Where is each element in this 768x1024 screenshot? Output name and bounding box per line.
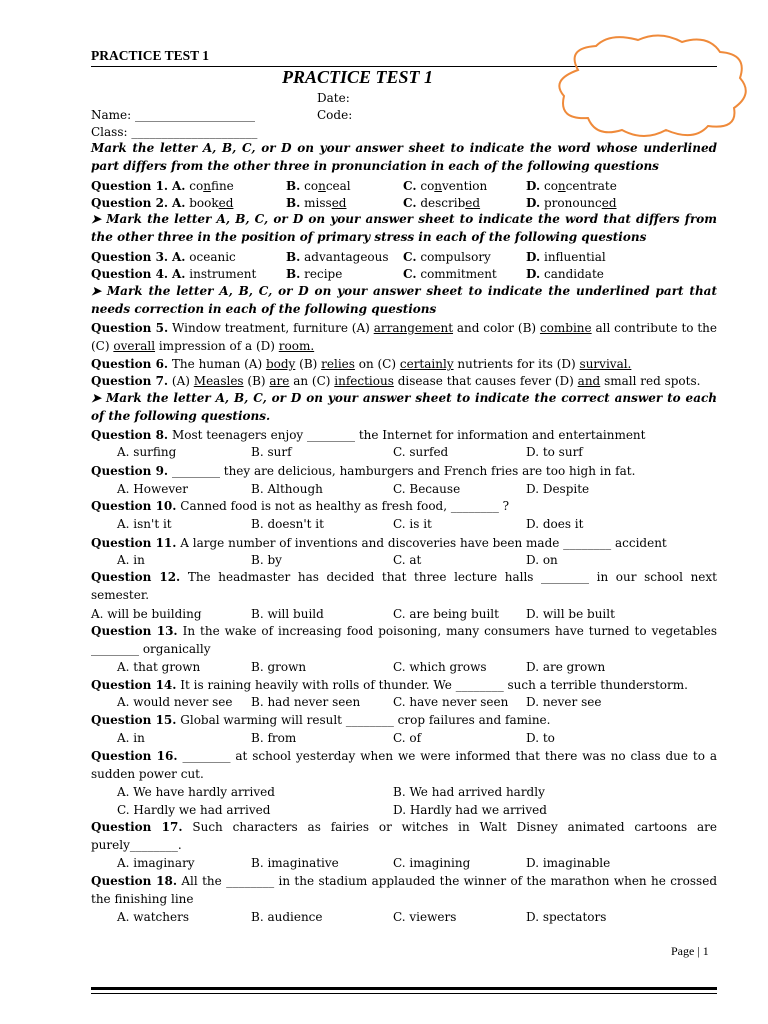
question-11: Question 11. A large number of inventions and discoveries have been made ________ accident — [91, 536, 667, 550]
q10-option-d: D. does it — [526, 517, 584, 531]
q10-option-c: C. is it — [393, 517, 432, 531]
section-instruction-2: ➤ Mark the letter A, B, C, or D on your answer sheet to indicate the word that differs from the other three in the position of primary stress in each of the following questions — [91, 212, 717, 244]
question-6: Question 6. The human (A) body (B) relies on (C) certainly nutrients for its (D) survival. — [91, 357, 632, 371]
question-1: Question 1. A. confine — [91, 179, 234, 193]
q13-option-a: A. that grown — [117, 660, 201, 674]
q18-option-a: A. watchers — [117, 910, 189, 924]
question-17: Question 17. Such characters as fairies or witches in Walt Disney animated cartoons are purely________. — [91, 820, 718, 852]
q14-option-b: B. had never seen — [251, 695, 361, 709]
class-field: Class: _____________________ — [91, 125, 258, 139]
q4-option-b: B. recipe — [286, 267, 343, 281]
cloud-shape-icon — [548, 30, 753, 142]
question-9: Question 9. ________ they are delicious, hamburgers and French fries are too high in fat. — [91, 464, 636, 478]
q3-option-b: B. advantageous — [286, 250, 389, 264]
q11-option-c: C. at — [393, 553, 422, 567]
section-instruction-3: ➤ Mark the letter A, B, C, or D on your answer sheet to indicate the underlined part that needs correction in each of the following questions — [91, 284, 717, 316]
q16-option-c: C. Hardly we had arrived — [117, 803, 271, 817]
question-7: Question 7. (A) Measles (B) are an (C) infectious disease that causes fever (D) and small red spots. — [91, 374, 701, 388]
q15-option-d: D. to — [526, 731, 555, 745]
footer-rule-thick — [91, 987, 717, 990]
question-12: Question 12. The headmaster has decided that three lecture halls ________ in our school next semester. — [91, 570, 717, 602]
q14-option-d: D. never see — [526, 695, 602, 709]
code-label: Code: — [317, 108, 353, 122]
question-10: Question 10. Canned food is not as healthy as fresh food, ________ ? — [91, 499, 510, 513]
q10-option-b: B. doesn't it — [251, 517, 324, 531]
q16-option-d: D. Hardly had we arrived — [393, 803, 547, 817]
q14-option-a: A. would never see — [117, 695, 233, 709]
question-4: Question 4. A. instrument — [91, 267, 257, 281]
q11-option-a: A. in — [117, 553, 145, 567]
q12-option-a: A. will be building — [91, 607, 202, 621]
question-8: Question 8. Most teenagers enjoy ________ the Internet for information and entertainment — [91, 428, 646, 442]
q1-option-c: C. convention — [403, 179, 488, 193]
question-13: Question 13. In the wake of increasing food poisoning, many consumers have turned to vegetables ________ organically — [91, 624, 717, 656]
question-2: Question 2. A. booked — [91, 196, 234, 210]
q4-option-c: C. commitment — [403, 267, 497, 281]
header-small-title: PRACTICE TEST 1 — [91, 48, 210, 63]
q10-option-a: A. isn't it — [117, 517, 172, 531]
section-instruction-4: ➤ Mark the letter A, B, C, or D on your answer sheet to indicate the correct answer to each of the following questions. — [91, 391, 717, 423]
page-number: Page | 1 — [671, 944, 709, 958]
q17-option-b: B. imaginative — [251, 856, 339, 870]
question-16: Question 16. ________ at school yesterday when we were informed that there was no class due to a sudden power cut. — [91, 749, 717, 781]
question-15: Question 15. Global warming will result ________ crop failures and famine. — [91, 713, 551, 727]
q18-option-c: C. viewers — [393, 910, 457, 924]
q3-option-c: C. compulsory — [403, 250, 491, 264]
q2-option-d: D. pronounced — [526, 196, 617, 210]
q11-option-b: B. by — [251, 553, 282, 567]
q8-option-d: D. to surf — [526, 445, 583, 459]
q17-option-d: D. imaginable — [526, 856, 611, 870]
question-18: Question 18. All the ________ in the stadium applauded the winner of the marathon when he crossed the finishing line — [91, 874, 717, 906]
q9-option-a: A. However — [117, 482, 188, 496]
q14-option-c: C. have never seen — [393, 695, 509, 709]
q3-option-d: D. influential — [526, 250, 606, 264]
q16-option-b: B. We had arrived hardly — [393, 785, 545, 799]
q13-option-d: D. are grown — [526, 660, 606, 674]
date-label: Date: — [317, 91, 350, 105]
q15-option-c: C. of — [393, 731, 422, 745]
q4-option-d: D. candidate — [526, 267, 604, 281]
q15-option-a: A. in — [117, 731, 145, 745]
q17-option-a: A. imaginary — [117, 856, 195, 870]
question-5: Question 5. Window treatment, furniture (A) arrangement and color (B) combine all contribute to the (C) overall impression of a (D) room. — [91, 321, 718, 353]
q12-option-d: D. will be built — [526, 607, 615, 621]
q17-option-c: C. imagining — [393, 856, 471, 870]
q8-option-c: C. surfed — [393, 445, 449, 459]
page-title: PRACTICE TEST 1 — [282, 67, 434, 87]
q9-option-c: C. Because — [393, 482, 461, 496]
q8-option-a: A. surfing — [117, 445, 177, 459]
q16-option-a: A. We have hardly arrived — [117, 785, 275, 799]
q11-option-d: D. on — [526, 553, 558, 567]
q12-option-b: B. will build — [251, 607, 324, 621]
q1-option-d: D. concentrate — [526, 179, 617, 193]
question-3: Question 3. A. oceanic — [91, 250, 236, 264]
question-14: Question 14. It is raining heavily with rolls of thunder. We ________ such a terrible thunderstorm. — [91, 678, 688, 692]
footer-rule-thin — [91, 993, 717, 994]
q9-option-b: B. Although — [251, 482, 323, 496]
q12-option-c: C. are being built — [393, 607, 499, 621]
q18-option-d: D. spectators — [526, 910, 607, 924]
q15-option-b: B. from — [251, 731, 297, 745]
q13-option-b: B. grown — [251, 660, 307, 674]
q13-option-c: C. which grows — [393, 660, 487, 674]
q1-option-b: B. conceal — [286, 179, 351, 193]
section-instruction-1: Mark the letter A, B, C, or D on your answer sheet to indicate the word whose underlined part differs from the other three in pronunciation in each of the following questions — [91, 141, 717, 173]
q18-option-b: B. audience — [251, 910, 323, 924]
q2-option-b: B. missed — [286, 196, 347, 210]
q8-option-b: B. surf — [251, 445, 292, 459]
q9-option-d: D. Despite — [526, 482, 590, 496]
q2-option-c: C. described — [403, 196, 481, 210]
name-field: Name: ____________________ — [91, 108, 255, 122]
